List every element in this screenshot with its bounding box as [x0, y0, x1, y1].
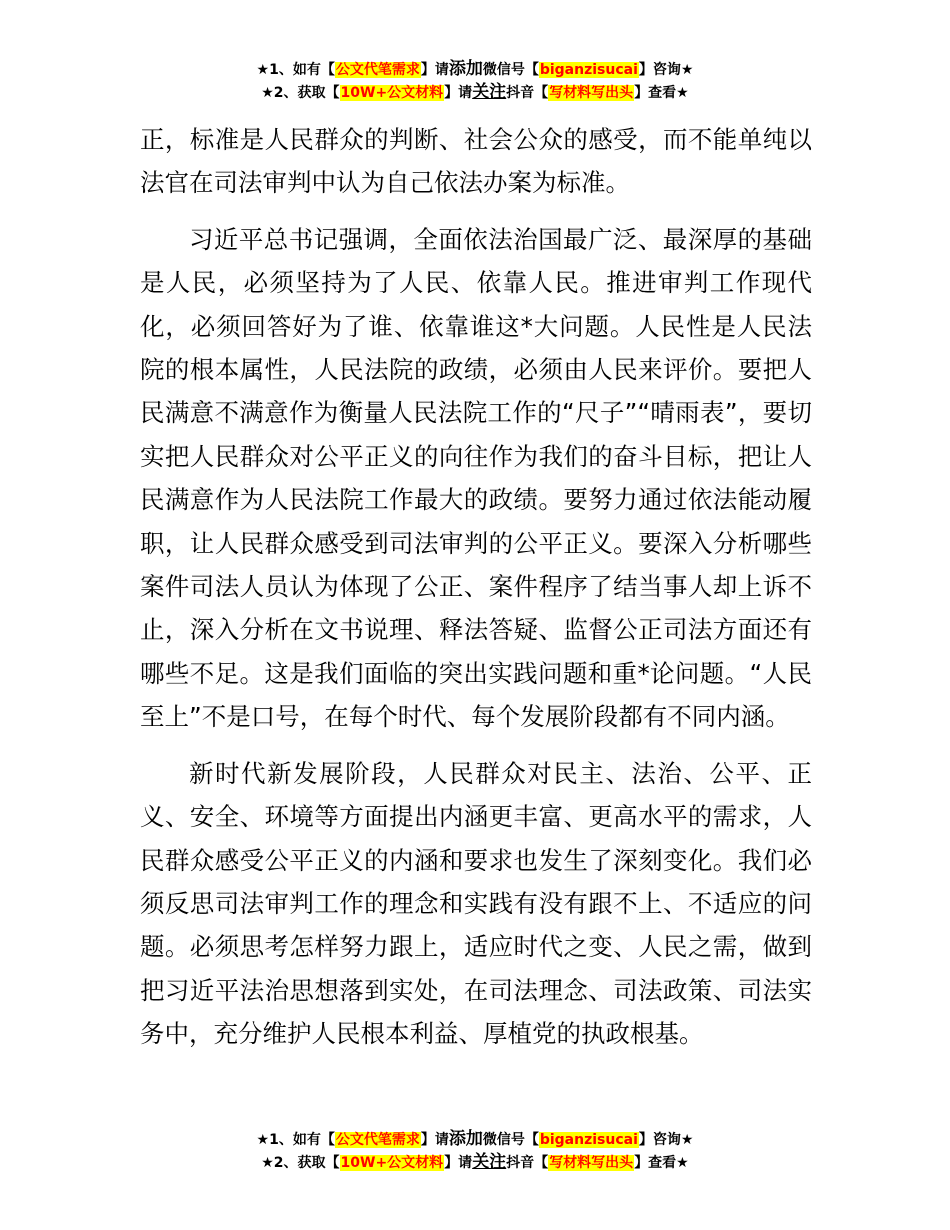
banner-line-1-suffix: 】咨询★: [638, 62, 694, 78]
banner-line-1-highlight-wechat: biganzisucai: [539, 62, 638, 78]
footer-line-2-mid2: 抖音【: [506, 1155, 549, 1171]
banner-line-1-prefix: ★1、如有【: [256, 62, 335, 78]
footer-line-1-suffix: 】咨询★: [638, 1132, 694, 1148]
footer-line-1-mid: 】请: [420, 1132, 449, 1148]
footer-line-2-suffix: 】查看★: [634, 1155, 689, 1171]
banner-line-2-mid: 】请: [444, 85, 473, 101]
banner-line-2-suffix: 】查看★: [634, 85, 689, 101]
banner-line-1-emphasis: 添加: [448, 59, 483, 79]
footer-line-1: [0, 1128, 950, 1151]
banner-line-2-highlight-materials: 10W+公文材料: [340, 85, 444, 101]
footer-line-1-highlight-wechat: biganzisucai: [539, 1132, 638, 1148]
footer-line-2-emphasis: 关注: [472, 1152, 507, 1172]
footer-line-1-emphasis: 添加: [448, 1129, 483, 1149]
footer-line-2-prefix: ★2、获取【: [261, 1155, 340, 1171]
footer-line-1-prefix: ★1、如有【: [256, 1132, 335, 1148]
footer-line-2-mid: 】请: [444, 1155, 473, 1171]
footer-line-2-highlight-materials: 10W+公文材料: [340, 1155, 444, 1171]
banner-line-1-mid: 】请: [420, 62, 449, 78]
footer-line-2-highlight-douyin: 写材料写出头: [549, 1155, 634, 1171]
paragraph-2: 习近平总书记强调，全面依法治国最广泛、最深厚的基础是人民，必须坚持为了人民、依靠人民。推进审判工作现代化，必须回答好为了谁、依靠谁这*大问题。人民性是人民法院的根本属性，人民法院的政绩，必须由人民来评价。要把人民满意不满意作为衡量人民法院工作的“尺子”“晴雨表”，要切实把人民群众对公平正义的向往作为我们的奋斗目标，把让人民满意作为人民法院工作最大的政绩。要努力通过依法能动履职，让人民群众感受到司法审判的公平正义。要深入分析哪些案件司法人员认为体现了公正、案件程序了结当事人却上诉不止，深入分析在文书说理、释法答疑、监督公正司法方面还有哪些不足。这是我们面临的突出实践问题和重*论问题。“人民至上”不是口号，在每个时代、每个发展阶段都有不同内涵。: [140, 224, 812, 732]
banner-line-2-emphasis: 关注: [472, 82, 507, 102]
banner-line-1: [0, 58, 950, 81]
header-banner: [0, 58, 950, 104]
footer-banner: [0, 1128, 950, 1174]
paragraph-3: 新时代新发展阶段，人民群众对民主、法治、公平、正义、安全、环境等方面提出内涵更丰富、更高水平的需求，人民群众感受公平正义的内涵和要求也发生了深刻变化。我们必须反思司法审判工作的理念和实践有没有跟不上、不适应的问题。必须思考怎样努力跟上，适应时代之变、人民之需，做到把习近平法治思想落到实处，在司法理念、司法政策、司法实务中，充分维护人民根本利益、厚植党的执政根基。: [140, 758, 812, 1049]
footer-line-1-highlight-service: 公文代笔需求: [335, 1132, 420, 1148]
footer-line-1-mid2: 微信号【: [482, 1132, 539, 1148]
banner-line-2-highlight-douyin: 写材料写出头: [549, 85, 634, 101]
banner-line-1-mid2: 微信号【: [482, 62, 539, 78]
paragraph-1: 正，标准是人民群众的判断、社会公众的感受，而不能单纯以法官在司法审判中认为自己依法办案为标准。: [140, 125, 812, 198]
banner-line-2-mid2: 抖音【: [506, 85, 549, 101]
document-body: [140, 118, 812, 1056]
banner-line-2-prefix: ★2、获取【: [261, 85, 340, 101]
banner-line-1-highlight-service: 公文代笔需求: [335, 62, 420, 78]
footer-line-2: [0, 1151, 950, 1174]
banner-line-2: [0, 81, 950, 104]
